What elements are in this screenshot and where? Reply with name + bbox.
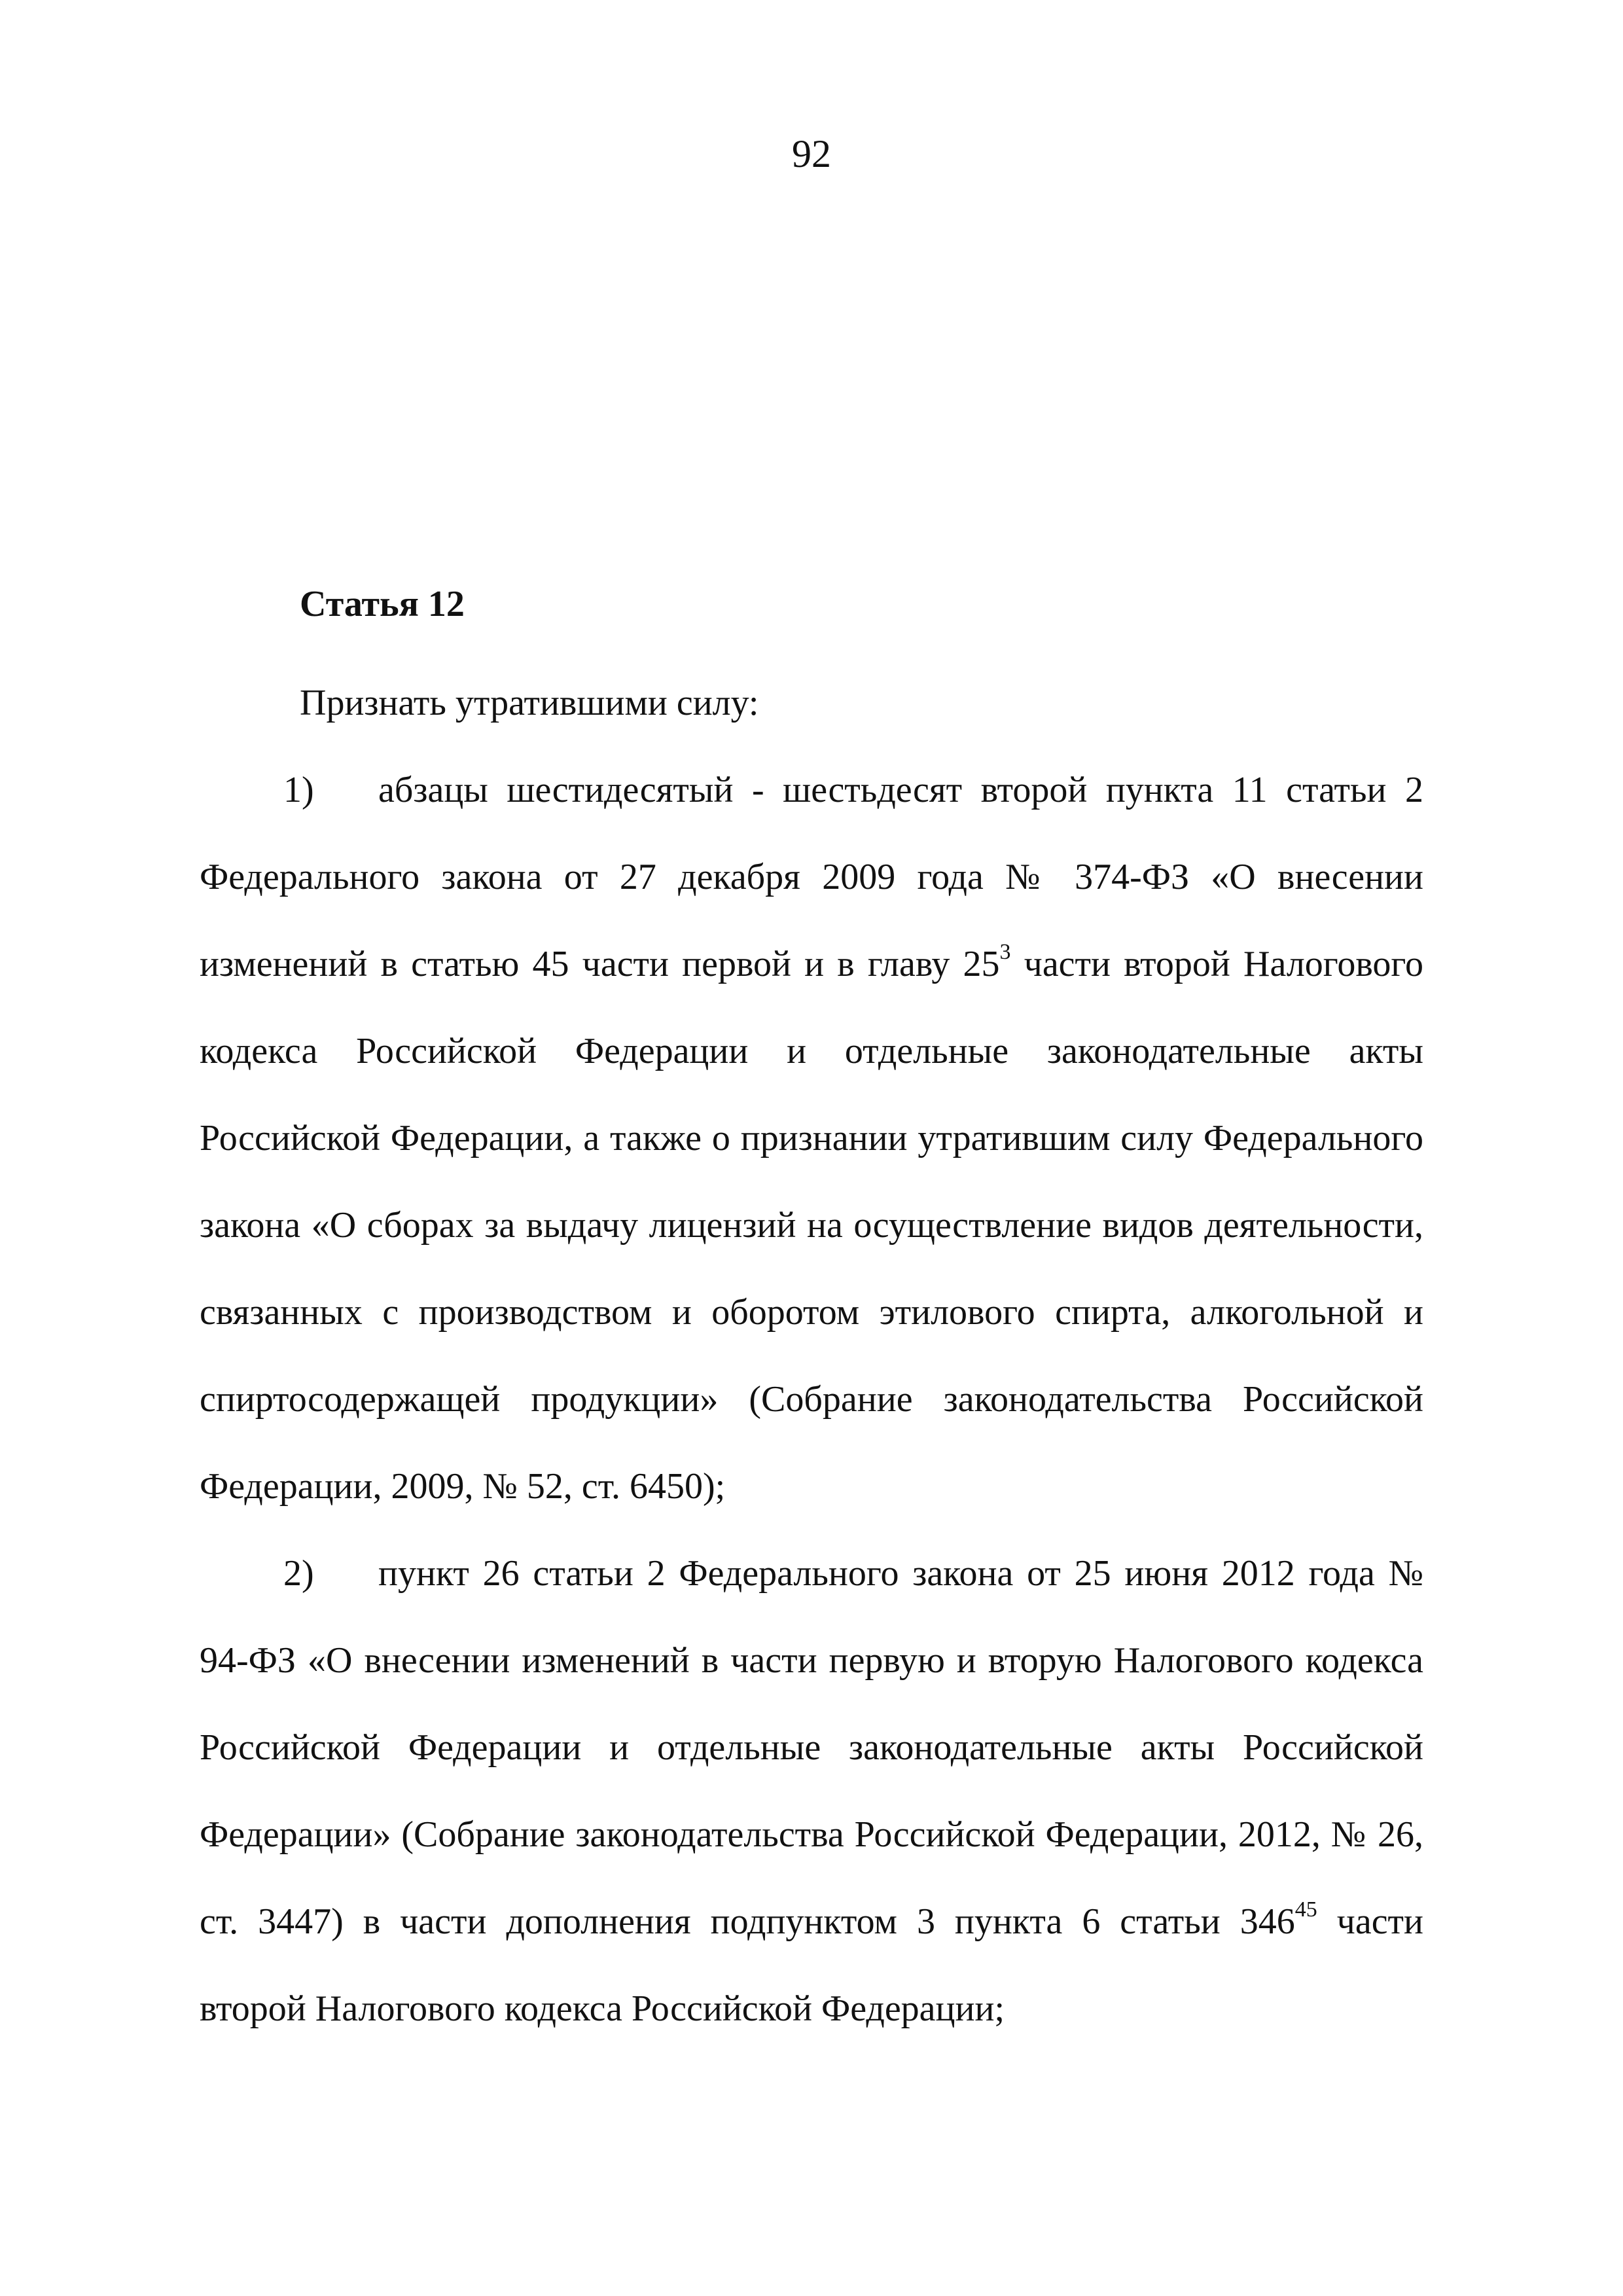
list-item-text: пункт 26 статьи 2 Федерального закона от 25 июня 2012 года № 94-ФЗ «О внесении изменений в части первую и вторую Налогового кодекса Российской Федерации и отдельные законодательные акты Российской Федерации» (Собрание законодательства Российской Федерации, 2012, № 26, ст. 3447) в части дополнения подпунктом 3 пункта 6 статьи 346 (200, 1553, 1423, 1942)
list-item (200, 1530, 1423, 2053)
list-item-number: 1) (283, 770, 314, 810)
superscript: 3 (999, 940, 1011, 965)
list-item-text: абзацы шестидесятый - шестьдесят второй пункта 11 статьи 2 Федерального закона от 27 декабря 2009 года № 374-ФЗ «О внесении изменений в статью 45 части первой и в главу 25 (200, 770, 1423, 984)
article-body (200, 660, 1423, 2053)
list-item-text-continued: части второй Налогового кодекса Российской Федерации и отдельные законодательные акты Российской Федерации, а также о признании утратившим силу Федерального закона «О сборах за выдачу лицензий на осуществление видов деятельности, связанных с производством и оборотом этилового спирта, алкогольной и спиртосодержащей продукции» (Собрание законодательства Российской Федерации, 2009, № 52, ст. 6450); (200, 944, 1423, 1507)
article-intro: Признать утратившими силу: (300, 683, 759, 723)
list-item-number: 2) (283, 1553, 314, 1594)
list-item (200, 747, 1423, 1530)
superscript: 45 (1294, 1897, 1317, 1922)
page-number: 92 (792, 132, 831, 175)
list-item-text-continued: части второй Налогового кодекса Российской Федерации; (200, 1901, 1423, 2029)
article-heading: Статья 12 (300, 584, 465, 624)
